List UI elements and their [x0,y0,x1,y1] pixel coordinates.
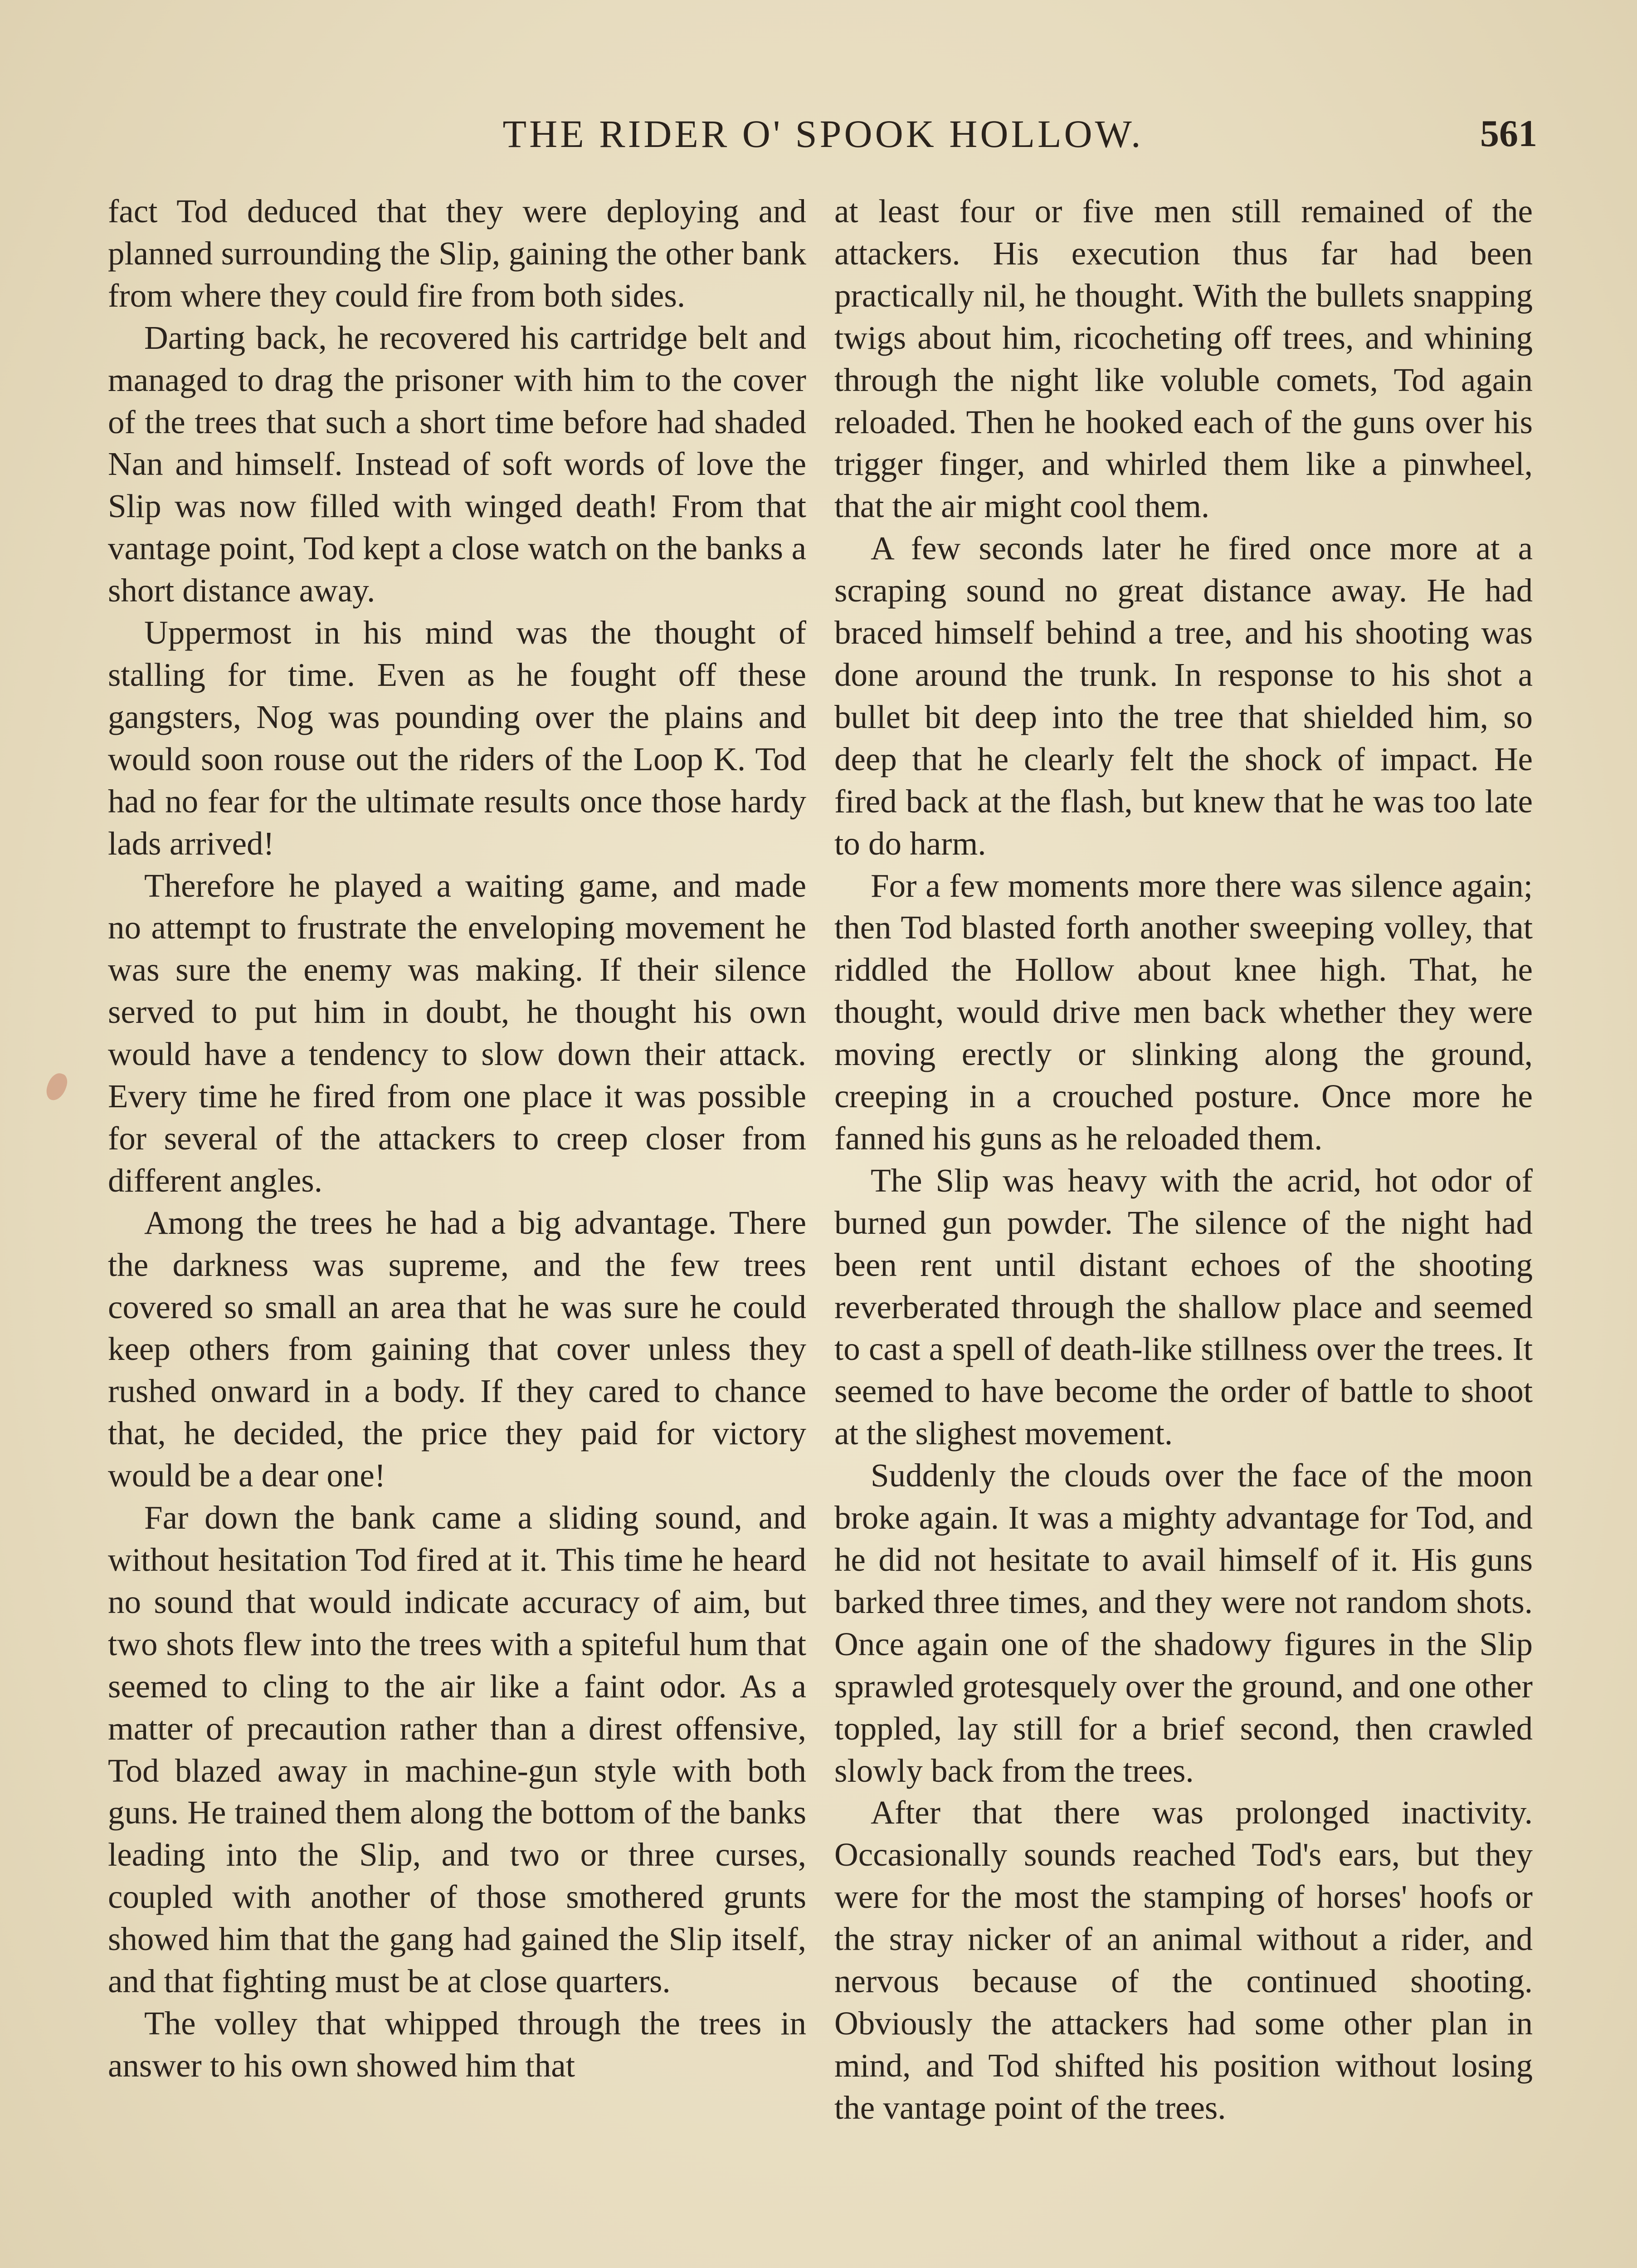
page-header [109,107,1537,161]
paragraph: The Slip was heavy with the acrid, hot odor of burned gun powder. The silence of the night had been rent until distant echoes of the shooting reverberated through the shallow place and seemed to cast a spell of death-like stillness over the trees. It seemed to have become the order of battle to shoot at the slighest movement. [834,1162,1533,1452]
left-column [108,191,806,2087]
right-column [834,191,1533,2129]
paragraph: Therefore he played a waiting game, and made no attempt to frustrate the enveloping movement he was sure the enemy was making. If their silence served to put him in doubt, he thought his own would have a tendency to slow down their attack. Every time he fired from one place it was possible for several of the attackers to creep closer from different angles. [108,867,806,1199]
paragraph: Suddenly the clouds over the face of the moon broke again. It was a mighty advantage for Tod, and he did not hesitate to avail himself of it. His guns barked three times, and they were not random shots. Once again one of the shadowy figures in the Slip sprawled grotesquely over the ground, and one other toppled, lay still for a brief second, then crawled slowly back from the trees. [834,1457,1533,1789]
paragraph: After that there was prolonged inactivity. Occasionally sounds reached Tod's ears, but they were for the most the stamping of horses' hoofs or the stray nicker of an animal without a rider, and nervous because of the continued shooting. Obviously the attackers had some other plan in mind, and Tod shifted his position without losing the vantage point of the trees. [834,1794,1533,2126]
page-number: 561 [1480,112,1537,155]
paragraph: Uppermost in his mind was the thought of stalling for time. Even as he fought off these gangsters, Nog was pounding over the plains and would soon rouse out the riders of the Loop K. Tod had no fear for the ultimate results once those hardy lads arrived! [108,614,806,862]
paragraph: Far down the bank came a sliding sound, and without hesitation Tod fired at it. This time he heard no sound that would indicate accuracy of aim, but two shots flew into the trees with a spiteful hum that seemed to cling to the air like a faint odor. As a matter of precaution rather than a direst offensive, Tod blazed away in machine-gun style with both guns. He trained them along the bottom of the banks leading into the Slip, and two or three curses, coupled with another of those smothered grunts showed him that the gang had gained the Slip itself, and that fighting must be at close quarters. [108,1499,806,2000]
running-title: THE RIDER O' SPOOK HOLLOW. [502,112,1144,156]
paragraph: A few seconds later he fired once more at a scraping sound no great distance away. He had braced himself behind a tree, and his shooting was done around the trunk. In response to his shot a bullet bit deep into the tree that shielded him, so deep that he clearly felt the shock of impact. He fired back at the flash, but knew that he was too late to do harm. [834,530,1533,862]
paragraph: at least four or five men still remained of the attackers. His execution thus far had been practically nil, he thought. With the bullets snapping twigs about him, ricocheting off trees, and whining through the night like voluble comets, Tod again reloaded. Then he hooked each of the guns over his trigger finger, and whirled them like a pinwheel, that the air might cool them. [834,193,1533,525]
paragraph: For a few moments more there was silence again; then Tod blasted forth another sweeping volley, that riddled the Hollow about knee high. That, he thought, would drive men back whether they were moving erectly or slinking along the ground, creeping in a crouched posture. Once more he fanned his guns as he reloaded them. [834,867,1533,1157]
paragraph: Among the trees he had a big advantage. There the darkness was supreme, and the few trees covered so small an area that he was sure he could keep others from gaining that cover unless they rushed onward in a body. If they cared to chance that, he decided, the price they paid for victory would be a dear one! [108,1204,806,1494]
paragraph: fact Tod deduced that they were deploying and planned surrounding the Slip, gaining the other bank from where they could fire from both sides. [108,193,806,314]
paragraph: Darting back, he recovered his cartridge belt and managed to drag the prisoner with him to the cover of the trees that such a short time before had shaded Nan and himself. Instead of soft words of love the Slip was now filled with winged death! From that vantage point, Tod kept a close watch on the banks a short distance away. [108,319,806,609]
paper-stain [44,1070,70,1103]
paragraph: The volley that whipped through the trees in answer to his own showed him that [108,2004,806,2084]
